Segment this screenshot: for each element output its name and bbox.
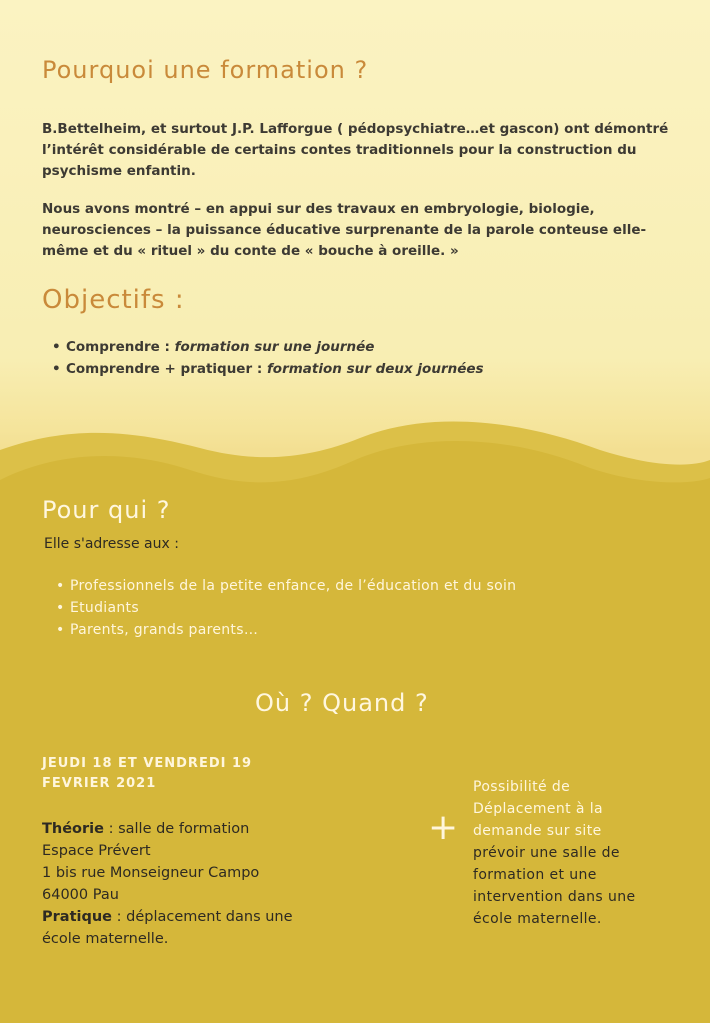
option-line: école maternelle.: [473, 911, 602, 927]
section-title-objectifs: Objectifs :: [42, 285, 185, 315]
theorie-text: : salle de formation: [103, 821, 250, 837]
objectives-list: [52, 336, 484, 380]
audience-label: Parents, grands parents…: [70, 622, 259, 638]
theorie-label: Théorie: [42, 821, 104, 837]
option-line: demande sur site: [473, 823, 602, 839]
address-line: 64000 Pau: [42, 887, 119, 903]
objective-label: Comprendre :: [66, 339, 175, 355]
bullet-icon: •: [56, 600, 65, 616]
list-item: [52, 358, 484, 380]
address-line: 1 bis rue Monseigneur Campo: [42, 865, 260, 881]
pratique-text: : déplacement dans une: [112, 909, 293, 925]
bullet-icon: •: [52, 339, 61, 355]
pratique-label: Pratique: [42, 909, 113, 925]
option-deplacement: [473, 776, 636, 930]
list-item: [52, 336, 484, 358]
date-line: FEVRIER 2021: [42, 776, 157, 791]
paragraph-bettelheim: B.Bettelheim, et surtout J.P. Lafforgue ( pédopsychiatre…et gascon) ont démontré l’intérêt considérable de certains contes traditionnels pour la construction du psychisme enfantin.: [42, 121, 669, 179]
objective-detail: formation sur une journée: [174, 339, 375, 355]
option-line: formation et une: [473, 867, 597, 883]
section-title-ou-quand: Où ? Quand ?: [255, 689, 429, 717]
section-title-pour-qui: Pour qui ?: [42, 496, 171, 524]
objective-detail: formation sur deux journées: [266, 361, 484, 377]
pratique-text: école maternelle.: [42, 931, 169, 947]
venue-address: [42, 818, 293, 950]
bullet-icon: •: [52, 361, 61, 377]
option-line: Déplacement à la: [473, 801, 604, 817]
section-title-pourquoi: Pourquoi une formation ?: [42, 56, 369, 84]
audience-label: Professionnels de la petite enfance, de l’éducation et du soin: [70, 578, 517, 594]
bullet-icon: •: [56, 578, 65, 594]
option-line: prévoir une salle de: [473, 845, 620, 861]
list-item: [56, 575, 516, 597]
audience-label: Etudiants: [70, 600, 139, 616]
bullet-icon: •: [56, 622, 65, 638]
list-item: [56, 619, 516, 641]
paragraph-neurosciences: Nous avons montré – en appui sur des travaux en embryologie, biologie, neurosciences – la puissance éducative surprenante de la parole conteuse elle-même et du « rituel » du conte de « bouche à oreille. »: [42, 201, 647, 259]
plus-icon: +: [428, 807, 459, 848]
date-line: JEUDI 18 ET VENDREDI 19: [42, 756, 253, 771]
address-line: Espace Prévert: [42, 843, 151, 859]
event-date: [42, 754, 252, 794]
audience-intro: Elle s'adresse aux :: [44, 536, 179, 552]
audience-list: [56, 575, 516, 641]
option-line: intervention dans une: [473, 889, 636, 905]
objective-label: Comprendre + pratiquer :: [66, 361, 267, 377]
option-line: Possibilité de: [473, 779, 571, 795]
list-item: [56, 597, 516, 619]
